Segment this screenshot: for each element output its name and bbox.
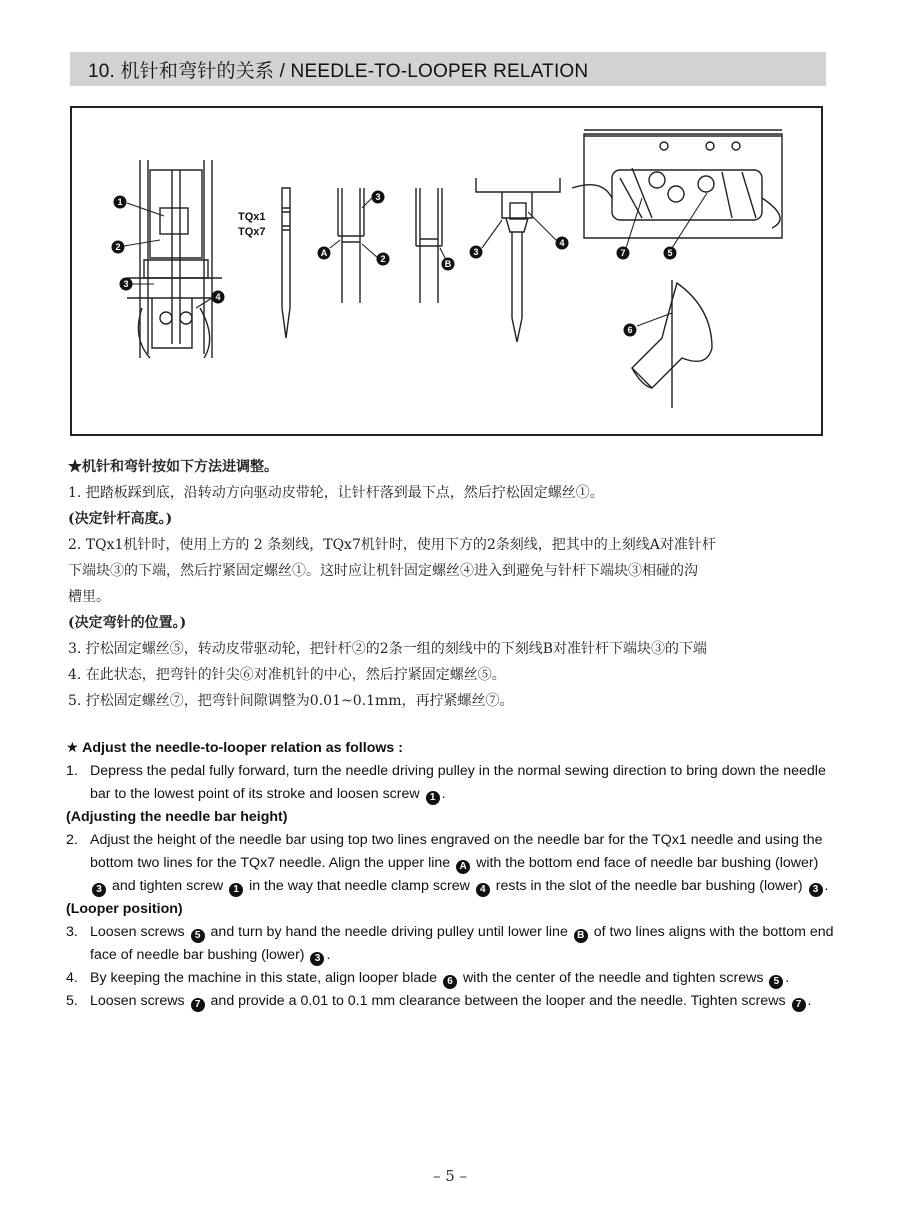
zh-subheading-2: (决定弯针的位置。) (68, 615, 187, 631)
callout-4b-marker (556, 237, 569, 250)
en-step-5-text-b: screws (741, 993, 786, 1009)
zh-step-5: 5. 拧松固定螺丝⑦，把弯针间隙调整为0.01~0.1mm，再拧紧螺丝⑦。 (68, 693, 514, 709)
en-step-3-text-b: bottom end face of needle bar bushing (lower) (90, 924, 834, 963)
zh-subheading-1: (决定针杆高度。) (68, 511, 173, 527)
zh-step-4: 4. 在此状态，把弯针的针尖⑥对准机针的中心，然后拧紧固定螺丝⑤。 (68, 667, 506, 683)
callout-blade-6: 6 (443, 975, 457, 989)
en-step-3-text-a2: and turn by hand the needle driving pulley until lower line (210, 924, 568, 940)
machine-frame-line (140, 160, 212, 358)
callout-b-label: B (444, 259, 452, 269)
en-step-2-text-d: needle bar bushing (lower) (634, 878, 803, 894)
en-step-4-text-a1: By keeping the machine in this state, align looper blade (90, 970, 438, 986)
callout-screw-1b: 1 (229, 883, 243, 897)
needle-lower (512, 232, 522, 342)
zh-step-2b: 下端块③的下端，然后拧紧固定螺丝①。这时应让机针固定螺丝④进入到避免与针杆下端块③相碰的沟 (68, 563, 698, 579)
en-subheading-1: (Adjusting the needle bar height) (66, 809, 288, 825)
en-step-3-number: 3. (66, 924, 78, 940)
en-step-2-text-b2: with the bottom end face of needle (476, 855, 693, 871)
needle-bar-clamp (160, 208, 188, 234)
callout-2b-label: 2 (380, 254, 386, 264)
tqx1-label: TQx1 (238, 211, 266, 223)
en-step-5-number: 5. (66, 993, 78, 1009)
needle-shape (282, 188, 290, 338)
en-step-2-text-c1: bar bushing (lower) (696, 855, 819, 871)
zh-step-3: 3. 拧松固定螺丝⑤，转动皮带驱动轮，把针杆②的2条一组的刻线中的下刻线B对准针杆下端块③的下端 (68, 641, 708, 657)
en-step-2-text-c4: rests in the slot of the (495, 878, 631, 894)
callout-screw-5: 5 (191, 929, 205, 943)
callout-4-marker (212, 291, 225, 304)
en-step-2-text-a: Adjust the height of the needle bar using top two lines engraved on the needle bar for the TQx1 needle and (90, 832, 761, 848)
callout-a-label: A (320, 248, 328, 258)
en-step-2-text-b1: using the bottom two lines for the TQx7 needle. Align the upper line (90, 832, 823, 871)
callout-clamp-screw-4: 4 (476, 883, 490, 897)
en-step-5: 5. Loosen screws 7 and provide a 0.01 to 0.1 mm clearance between the looper and the needle. Tighten screws 7 . (66, 990, 836, 1013)
callout-7-marker (617, 247, 630, 260)
tqx7-label: TQx7 (238, 226, 266, 238)
en-step-1-number: 1. (66, 763, 78, 779)
callout-screw-5b: 5 (769, 975, 783, 989)
section-title: 10. 机针和弯针的关系 / NEEDLE-TO-LOOPER RELATION (88, 60, 589, 82)
en-step-5-text-a1: Loosen screws (90, 993, 185, 1009)
callout-screw-1: 1 (426, 791, 440, 805)
callout-5-marker (664, 247, 677, 260)
callout-a-marker (318, 247, 331, 260)
callout-4-label: 4 (215, 292, 221, 302)
callout-1-label: 1 (117, 197, 123, 207)
callout-2-label: 2 (115, 242, 121, 252)
en-step-1-text-a: Depress the pedal fully forward, turn the needle driving pulley in the normal sewing direction to bring down (90, 763, 756, 779)
en-step-3-text-a1: Loosen screws (90, 924, 185, 940)
zh-step-2a: 2. TQx1机针时，使用上方的 2 条刻线，TQx7机针时，使用下方的2条刻线，把其中的上刻线A对准针杆 (68, 537, 716, 553)
en-step-3-text-a3: of two lines aligns with the (593, 924, 759, 940)
en-step-3: 3. Loosen screws 5 and turn by hand the needle driving pulley until lower line B of two lines aligns with the bottom end face of needle bar bushing (lower) 3 . (66, 921, 836, 967)
en-step-1: 1. Depress the pedal fully forward, turn the needle driving pulley in the normal sewing direction to bring down the needle bar to the lowest point of its stroke and loosen screw 1 . (66, 760, 836, 806)
needle-clamp-top (476, 178, 560, 192)
section-header (70, 52, 826, 86)
callout-2-marker (112, 241, 125, 254)
callout-3c-marker (470, 246, 483, 259)
en-step-5-text-a2: and provide a 0.01 to 0.1 mm clearance between the looper and the needle. Tighten (210, 993, 738, 1009)
en-step-2-text-c3: in the way that needle clamp screw (249, 878, 470, 894)
zh-step-2c: 槽里。 (68, 589, 110, 605)
callout-b-marker (442, 258, 455, 271)
page-number: – 5 – (432, 1167, 468, 1185)
callout-3b-label: 3 (375, 192, 381, 202)
zh-heading: ★机针和弯针按如下方法进调整。 (68, 459, 278, 475)
looper-base (584, 134, 782, 238)
callout-bushing-3b: 3 (809, 883, 823, 897)
callout-line-a: A (456, 860, 470, 874)
en-subheading-2: (Looper position) (66, 901, 183, 917)
callout-4b-label: 4 (559, 238, 565, 248)
en-step-2-text-c2: and tighten screw (111, 878, 224, 894)
callout-2b-marker (377, 253, 390, 266)
needle-bar-line (172, 170, 180, 344)
callout-screw-7b: 7 (792, 998, 806, 1012)
callout-bushing-3: 3 (92, 883, 106, 897)
callout-1-marker (114, 196, 127, 209)
callout-5-label: 5 (667, 248, 673, 258)
callout-7-label: 7 (620, 248, 626, 258)
english-instructions (66, 737, 836, 1013)
en-step-2-number: 2. (66, 832, 78, 848)
en-step-4-text-a2: with the center of the needle and tighten screws (462, 970, 764, 986)
callout-3c-label: 3 (473, 247, 479, 257)
zh-step-1: 1. 把踏板踩到底，沿转动方向驱动皮带轮，让针杆落到最下点，然后拧松固定螺丝①。 (68, 485, 604, 501)
callout-3-label: 3 (123, 279, 129, 289)
callout-line-b: B (574, 929, 588, 943)
callout-3b-marker (372, 191, 385, 204)
chinese-instructions (68, 454, 838, 714)
callout-screw-7: 7 (191, 998, 205, 1012)
figure-drawing (72, 108, 825, 438)
en-step-2: 2. Adjust the height of the needle bar using top two lines engraved on the needle bar for the TQx1 needle and using the bottom two lines for the TQx7 needle. Align the upper line A with the bottom end face of needle bar bushing (lower) 3 and tighten screw 1 in the way that needle clamp screw 4 rests in the slot of the needle bar bushing (lower) 3 . (66, 829, 836, 898)
callout-6-marker (624, 324, 637, 337)
en-step-4-number: 4. (66, 970, 78, 986)
en-step-1-text-b: the needle bar to the lowest point of its stroke and loosen screw (90, 763, 826, 802)
needle-bar-a (338, 188, 364, 303)
figure-illustration (70, 106, 823, 436)
en-step-4: 4. By keeping the machine in this state, align looper blade 6 with the center of the needle and tighten screws 5 . (66, 967, 836, 990)
callout-3-marker (120, 278, 133, 291)
en-heading: ★ Adjust the needle-to-looper relation as follows : (66, 740, 403, 756)
callout-bushing-3c: 3 (310, 952, 324, 966)
callout-6-label: 6 (627, 325, 633, 335)
